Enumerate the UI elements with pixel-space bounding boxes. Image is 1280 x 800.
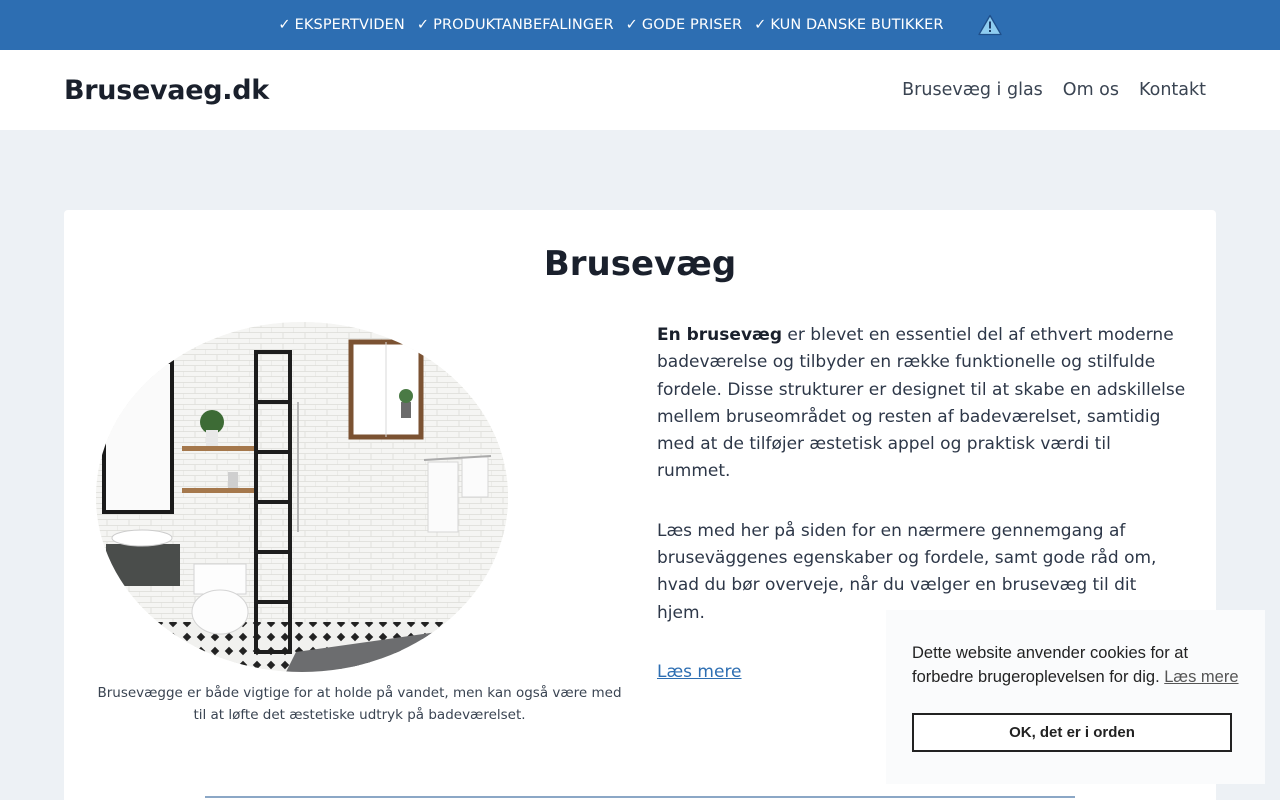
bathroom-photo	[96, 322, 508, 672]
site-header	[0, 50, 1280, 130]
usp-item	[626, 17, 742, 33]
check-icon: ✓	[278, 17, 291, 33]
cookie-message	[912, 641, 1252, 689]
usp-item	[417, 17, 614, 33]
cookie-banner	[886, 610, 1265, 784]
intro-paragraph	[657, 322, 1187, 486]
nav-link-kontakt[interactable]: Kontakt	[1139, 80, 1206, 100]
cookie-read-more-link[interactable]: Læs mere	[1164, 668, 1239, 686]
usp-list	[278, 14, 1001, 36]
usp-label: PRODUKTANBEFALINGER	[433, 17, 614, 33]
main-nav	[902, 80, 1206, 100]
check-icon: ✓	[625, 17, 638, 33]
nav-link-om-os[interactable]: Om os	[1062, 80, 1120, 100]
usp-item	[754, 17, 943, 33]
cookie-text: Dette website anvender cookies for at forbedre brugeroplevelsen for dig.	[912, 644, 1189, 686]
usp-label: GODE PRISER	[641, 17, 743, 33]
secondary-paragraph: Læs med her på siden for en nærmere gennemgang af bruseväggenes egenskaber og fordele, samt gode råd om, hvad du bør overveje, når du vælger en brusevæg til dit hjem.	[657, 520, 1157, 623]
usp-label: EKSPERTVIDEN	[294, 17, 405, 33]
warning-triangle-icon[interactable]	[978, 14, 1002, 36]
site-logo[interactable]: Brusevaeg.dk	[64, 74, 269, 106]
check-icon: ✓	[416, 17, 430, 33]
image-caption: Brusevægge er både vigtige for at holde på vandet, men kan også være med til at løfte det æstetiske udtryk på badeværelset.	[97, 685, 622, 723]
nav-link-brusevaeg-i-glas[interactable]: Brusevæg i glas	[902, 80, 1043, 100]
top-announcement-bar	[0, 0, 1280, 50]
usp-label: KUN DANSKE BUTIKKER	[770, 17, 944, 33]
read-more-link[interactable]: Læs mere	[657, 661, 742, 682]
usp-item	[278, 17, 404, 33]
check-icon: ✓	[754, 17, 767, 33]
intro-rest: er blevet en essentiel del af ethvert moderne badeværelse og tilbyder en række funktionelle og stilfulde fordele. Disse strukturer er designet til at skabe en adskillelse mellem bruseområdet og resten af badeværelset, samtidig med at de tilføjer æstetisk appel og praktisk værdi til rummet.	[657, 325, 1186, 482]
intro-bold: En brusevæg	[657, 325, 783, 345]
cookie-accept-button[interactable]: OK, det er i orden	[912, 713, 1232, 752]
bathroom-illustration	[96, 322, 508, 672]
section-divider	[205, 796, 1075, 798]
page-title: Brusevæg	[543, 244, 737, 284]
